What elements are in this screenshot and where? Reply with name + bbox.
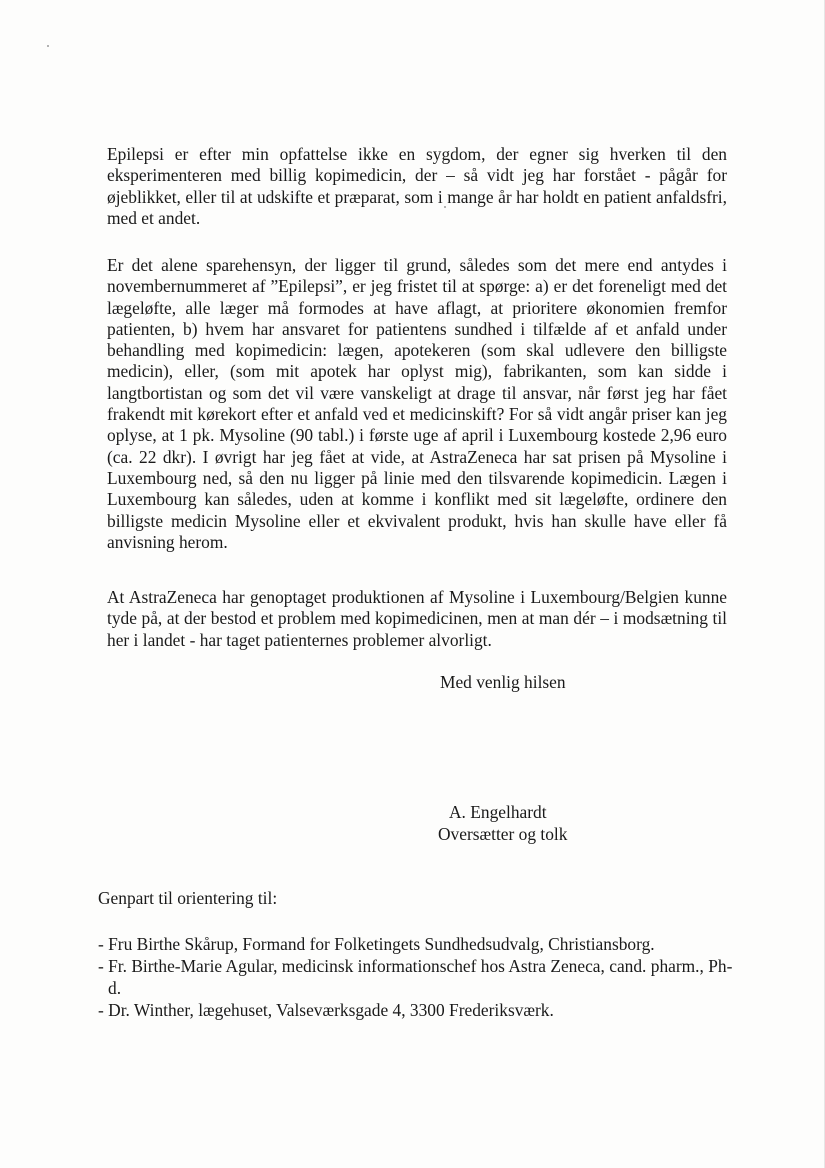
closing: Med venlig hilsen [440,672,566,692]
cc-list [98,934,738,1022]
cc-recipient: - Fru Birthe Skårup, Formand for Folketingets Sundhedsudvalg, Christiansborg. [98,934,655,954]
body-paragraph-1: Epilepsi er efter min opfattelse ikke en sygdom, der egner sig hverken til den eksperimenteren med billig kopimedicin, der – så vidt jeg har forstået - pågår for øjeblikket, eller til at udskifte et præparat, som i mange år har holdt en patient anfaldsfri, med et andet. [107,144,727,228]
cc-heading: Genpart til orientering til: [98,888,278,908]
cc-recipient: - Dr. Winther, lægehuset, Valseværksgade 4, 3300 Frederiksværk. [98,999,554,1020]
body-paragraph-2: Er det alene sparehensyn, der ligger til grund, således som det mere end antydes i novembernummeret af ”Epilepsi”, er jeg fristet til at spørge: a) er det foreneligt med det lægeløfte, alle læger må formodes at have aflagt, at prioritere økonomien fremfor patienten, b) hvem har ansvaret for patientens sundhed i tilfælde af et anfald under behandling med kopimedicin: lægen, apotekeren (som skal udlevere den billigste medicin), eller, (som mit apotek har oplyst mig), fabrikanten, som kan sidde i langtbortistan og som det vil være vanskeligt at drage til ansvar, når først jeg har fået frakendt mit kørekort efter et anfald ved et medicinskift? For så vidt angår priser kan jeg oplyse, at 1 pk. Mysoline (90 tabl.) i første uge af april i Luxembourg kostede 2,96 euro (ca. 22 dkr). I øvrigt har jeg fået at vide, at AstraZeneca har sat prisen på Mysoline i Luxembourg ned, så den nu ligger på linie med den tilsvarende kopimedicin. Lægen i Luxembourg kan således, uden at komme i konflikt med sit lægeløfte, ordinere den billigste medicin Mysoline eller et ekvivalent produkt, hvis han skulle have eller få anvisning herom. [107,255,727,552]
signature-name: A. Engelhardt [449,802,547,822]
scan-speck [47,45,49,47]
body-paragraph-3: At AstraZeneca har genoptaget produktionen af Mysoline i Luxembourg/Belgien kunne tyde på, at der bestod et problem med kopimedicinen, men at man dér – i modsætning til her i landet - har taget patienternes problemer alvorligt. [107,587,727,650]
signature-title: Oversætter og tolk [438,824,568,844]
cc-recipient: - Fr. Birthe-Marie Agular, medicinsk informationschef hos Astra Zeneca, cand. pharm., Ph-d. [98,956,733,998]
